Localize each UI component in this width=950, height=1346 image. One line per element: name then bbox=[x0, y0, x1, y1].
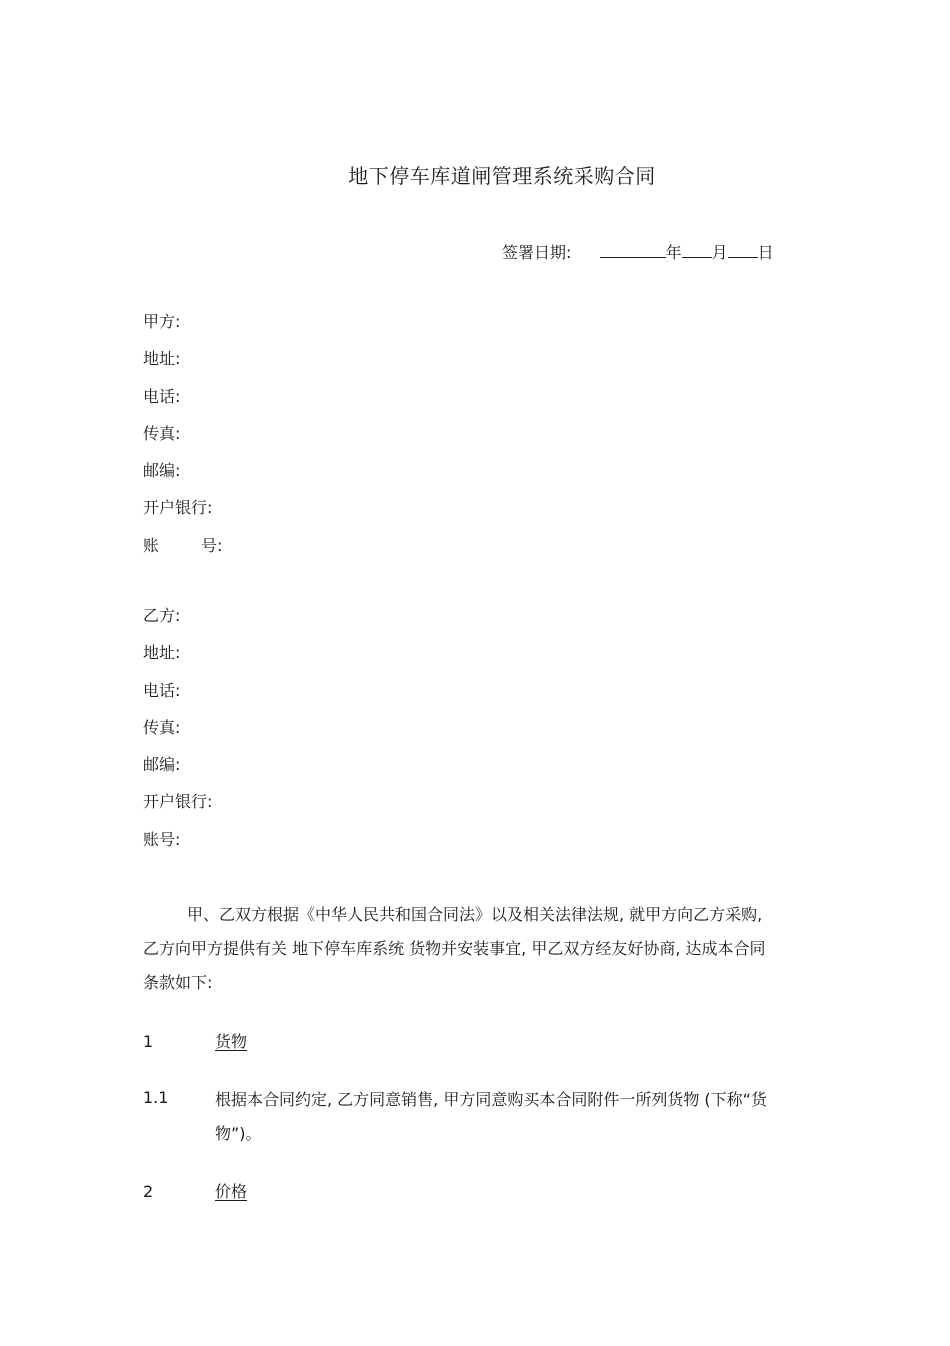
document-title: 地下停车库道闸管理系统采购合同 bbox=[348, 164, 656, 188]
party-a-block bbox=[143, 311, 222, 572]
party-b-bank-field: 开户银行: bbox=[143, 792, 213, 812]
clause-1-1-body bbox=[215, 1083, 893, 1151]
clause-1-1 bbox=[143, 1083, 893, 1151]
party-b-name-field: 乙方: bbox=[143, 606, 181, 625]
year-blank bbox=[600, 243, 666, 258]
intro-line-1 bbox=[143, 898, 873, 932]
party-a-fax-field: 传真: bbox=[143, 423, 181, 443]
clause-1-1-line-2: 物”)。 bbox=[215, 1124, 262, 1143]
clause-2-number: 2 bbox=[143, 1182, 154, 1201]
party-b-phone-field: 电话: bbox=[143, 680, 181, 700]
clause-2-heading: 价格 bbox=[215, 1182, 248, 1201]
day-label: 日 bbox=[757, 243, 774, 262]
intro-line-2: 乙方向甲方提供有关 地下停车库系统 货物并安装事宜, 甲乙双方经友好协商, 达成本合同 bbox=[143, 939, 766, 958]
party-a-address-field: 地址: bbox=[143, 349, 181, 369]
clause-1 bbox=[143, 1027, 251, 1057]
party-a-account-field bbox=[143, 535, 222, 572]
clause-1-heading: 货物 bbox=[215, 1032, 248, 1051]
party-b-address-field: 地址: bbox=[143, 643, 181, 663]
party-a-name-field: 甲方: bbox=[143, 312, 181, 331]
party-b-postcode-field: 邮编: bbox=[143, 755, 181, 775]
party-a-account-prefix: 账 bbox=[143, 535, 160, 555]
year-label: 年 bbox=[665, 243, 682, 262]
party-b-account-field: 账号: bbox=[143, 829, 181, 849]
party-b-fax-field: 传真: bbox=[143, 717, 181, 737]
intro-paragraph bbox=[143, 898, 873, 1000]
clause-2 bbox=[143, 1177, 251, 1207]
party-a-postcode-field: 邮编: bbox=[143, 461, 181, 481]
month-label: 月 bbox=[711, 243, 728, 262]
sign-date-label: 签署日期: bbox=[502, 243, 572, 262]
month-blank bbox=[682, 243, 712, 258]
intro-line-1-text: 甲、乙双方根据《中华人民共和国合同法》以及相关法律法规, 就甲方向乙方采购, bbox=[187, 905, 763, 924]
party-a-phone-field: 电话: bbox=[143, 386, 181, 406]
party-a-account-suffix: 号: bbox=[201, 535, 223, 555]
clause-1-number: 1 bbox=[143, 1032, 154, 1051]
clause-1-1-line-1: 根据本合同约定, 乙方同意销售, 甲方同意购买本合同附件一所列货物 (下称“货 bbox=[215, 1090, 767, 1109]
party-a-bank-field: 开户银行: bbox=[143, 498, 213, 518]
party-b-block bbox=[143, 605, 212, 866]
intro-line-3: 条款如下: bbox=[143, 973, 213, 992]
sign-date bbox=[502, 240, 774, 263]
day-blank bbox=[728, 243, 758, 258]
clause-1-1-number: 1.1 bbox=[143, 1088, 169, 1107]
